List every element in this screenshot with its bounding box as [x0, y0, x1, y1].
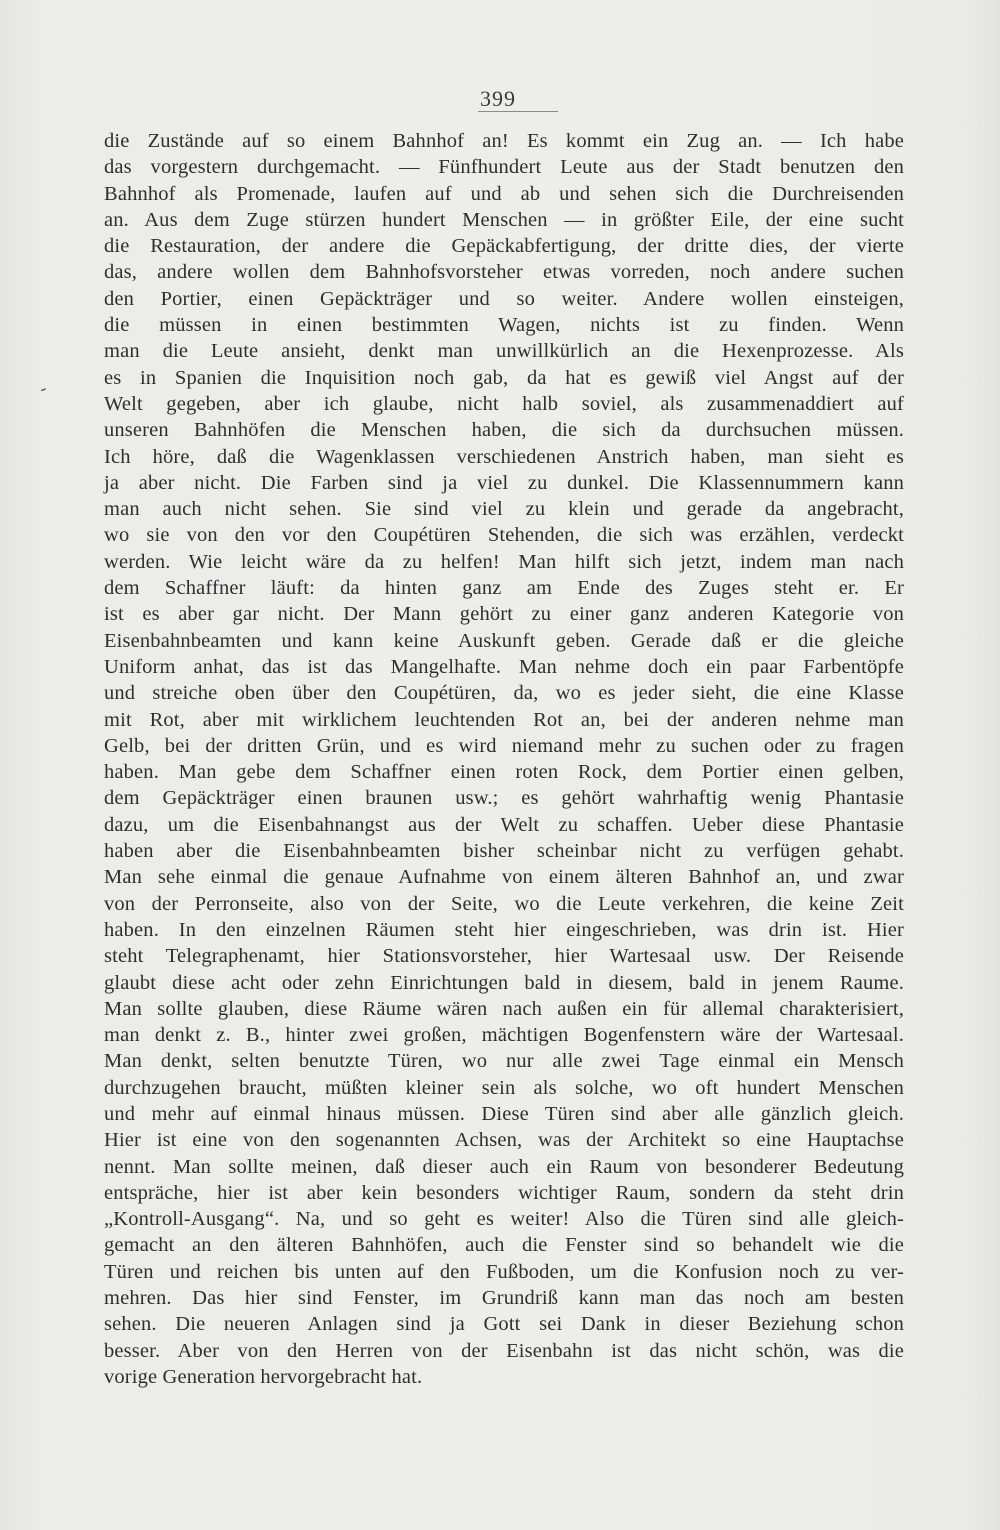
text-line: haben aber die Eisenbahnbeamten bisher scheinbar nicht zu verfügen gehabt.	[104, 840, 904, 863]
text-line: man auch nicht sehen. Sie sind viel zu klein und gerade da angebracht,	[104, 498, 904, 521]
text-line: steht Telegraphenamt, hier Stationsvorsteher, hier Wartesaal usw. Der Reisende	[104, 945, 904, 968]
text-line: gemacht an den älteren Bahnhöfen, auch die Fenster sind so behandelt wie die	[104, 1234, 904, 1257]
text-line: von der Perronseite, also von der Seite, wo die Leute verkehren, die keine Zeit	[104, 892, 904, 915]
text-line: mit Rot, aber mit wirklichem leuchtenden Rot an, bei der anderen nehme man	[104, 708, 904, 731]
text-line: besser. Aber von den Herren von der Eisenbahn ist das nicht schön, was die	[104, 1339, 904, 1362]
text-line: werden. Wie leicht wäre da zu helfen! Man hilft sich jetzt, indem man nach	[104, 550, 904, 573]
text-line: dazu, um die Eisenbahnangst aus der Welt zu schaffen. Ueber diese Phantasie	[104, 813, 904, 836]
text-line: ja aber nicht. Die Farben sind ja viel zu dunkel. Die Klassennummern kann	[104, 471, 904, 494]
page-number: 399	[480, 86, 516, 111]
text-line: haben. In den einzelnen Räumen steht hier eingeschrieben, was drin ist. Hier	[104, 918, 904, 941]
text-line: Ich höre, daß die Wagenklassen verschiedenen Anstrich haben, man sieht es	[104, 445, 904, 468]
text-line: ist es aber gar nicht. Der Mann gehört zu einer ganz anderen Kategorie von	[104, 603, 904, 626]
text-line: sehen. Die neueren Anlagen sind ja Gott sei Dank in dieser Beziehung schon	[104, 1313, 904, 1336]
text-line: man die Leute ansieht, denkt man unwillkürlich an die Hexenprozesse. Als	[104, 340, 904, 363]
text-line: Hier ist eine von den sogenannten Achsen, was der Architekt so eine Hauptachse	[104, 1129, 904, 1152]
text-line: und streiche oben über den Coupétüren, da, wo es jeder sieht, die eine Klasse	[104, 682, 904, 705]
text-line: die Zustände auf so einem Bahnhof an! Es kommt ein Zug an. — Ich habe	[104, 130, 904, 152]
text-line: entspräche, hier ist aber kein besonders wichtiger Raum, sondern da steht drin	[104, 1181, 904, 1204]
text-line: Welt gegeben, aber ich glaube, nicht halb soviel, als zusammenaddiert auf	[104, 392, 904, 415]
text-line: Man sollte glauben, diese Räume wären nach außen ein für allemal charakterisiert,	[104, 997, 904, 1020]
text-line: Man sehe einmal die genaue Aufnahme von einem älteren Bahnhof an, und zwar	[104, 866, 904, 889]
text-line: das vorgestern durchgemacht. — Fünfhundert Leute aus der Stadt benutzen den	[104, 156, 904, 179]
text-line: den Portier, einen Gepäckträger und so weiter. Andere wollen einsteigen,	[104, 287, 904, 310]
text-line: durchzugehen braucht, müßten kleiner sein als solche, wo oft hundert Menschen	[104, 1076, 904, 1099]
text-line: man denkt z. B., hinter zwei großen, mächtigen Bogenfenstern wäre der Wartesaal.	[104, 1024, 904, 1047]
text-line: Man denkt, selten benutzte Türen, wo nur alle zwei Tage einmal ein Mensch	[104, 1050, 904, 1073]
text-line: mehren. Das hier sind Fenster, im Grundriß kann man das noch am besten	[104, 1287, 904, 1310]
text-line: an. Aus dem Zuge stürzen hundert Menschen — in größter Eile, der eine sucht	[104, 208, 904, 231]
text-line: das, andere wollen dem Bahnhofsvorsteher etwas vorreden, noch andere suchen	[104, 261, 904, 284]
page-number-rule	[478, 111, 558, 112]
margin-mark: -	[36, 377, 50, 399]
text-line: die Restauration, der andere die Gepäckabfertigung, der dritte dies, der vierte	[104, 235, 904, 258]
text-line: Türen und reichen bis unten auf den Fußboden, um die Konfusion noch zu ver-	[104, 1260, 904, 1283]
text-line: dem Schaffner läuft: da hinten ganz am Ende des Zuges steht er. Er	[104, 577, 904, 600]
text-line: Bahnhof als Promenade, laufen auf und ab und sehen sich die Durchreisenden	[104, 182, 904, 205]
text-line: nennt. Man sollte meinen, daß dieser auch ein Raum von besonderer Bedeutung	[104, 1155, 904, 1178]
text-line: die müssen in einen bestimmten Wagen, nichts ist zu finden. Wenn	[104, 314, 904, 337]
text-line: Eisenbahnbeamten und kann keine Auskunft geben. Gerade daß er die gleiche	[104, 629, 904, 652]
text-line: vorige Generation hervorgebracht hat.	[104, 1365, 423, 1388]
text-line: Gelb, bei der dritten Grün, und es wird niemand mehr zu suchen oder zu fragen	[104, 734, 904, 757]
text-line: Uniform anhat, das ist das Mangelhafte. Man nehme doch ein paar Farbentöpfe	[104, 655, 904, 678]
text-line: es in Spanien die Inquisition noch gab, da hat es gewiß viel Angst auf der	[104, 366, 904, 389]
text-line: unseren Bahnhöfen die Menschen haben, die sich da durchsuchen müssen.	[104, 419, 904, 442]
text-line: haben. Man gebe dem Schaffner einen roten Rock, dem Portier einen gelben,	[104, 761, 904, 784]
text-line: „Kontroll-Ausgang“. Na, und so geht es weiter! Also die Türen sind alle gleich-	[104, 1208, 904, 1231]
text-line: dem Gepäckträger einen braunen usw.; es gehört wahrhaftig wenig Phantasie	[104, 787, 904, 810]
text-line: wo sie von den vor den Coupétüren Stehenden, die sich was erzählen, verdeckt	[104, 524, 904, 547]
body-text	[104, 128, 904, 1390]
text-line: glaubt diese acht oder zehn Einrichtungen bald in diesem, bald in jenem Raume.	[104, 971, 904, 994]
text-line: und mehr auf einmal hinaus müssen. Diese Türen sind aber alle gänzlich gleich.	[104, 1102, 904, 1125]
